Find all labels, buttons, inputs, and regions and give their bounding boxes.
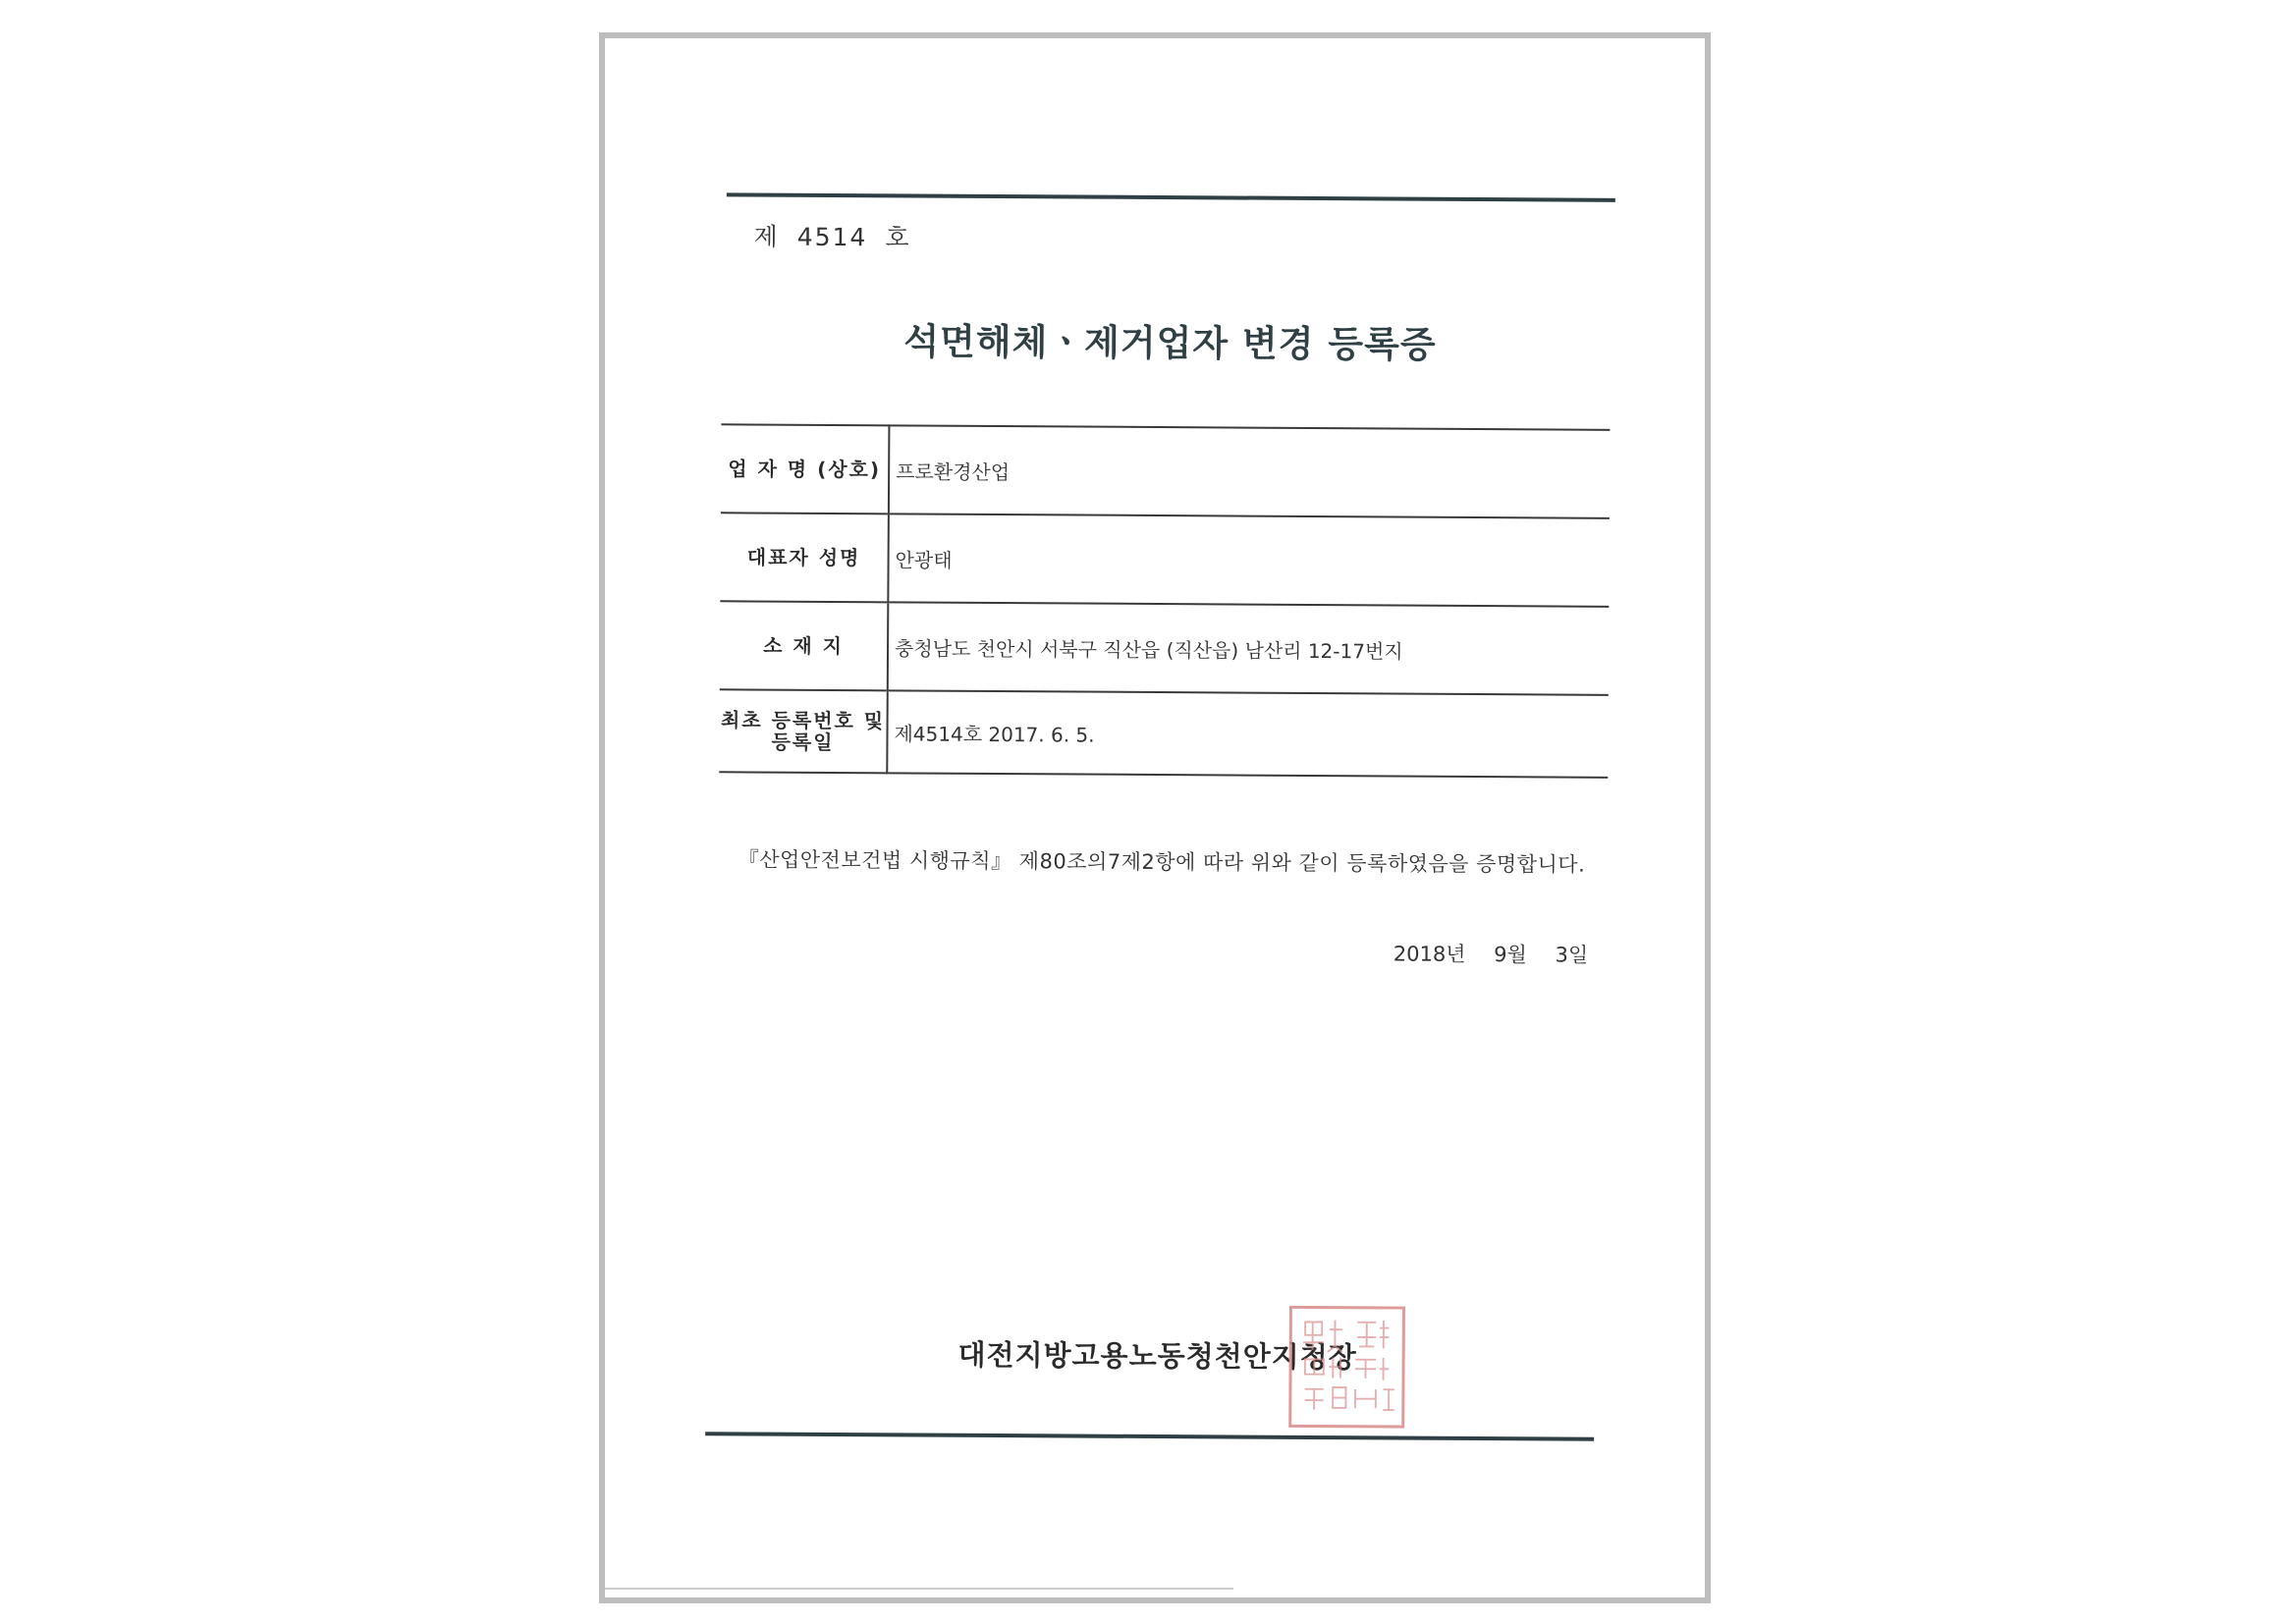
- certificate-title: 석면해체ㆍ제거업자 변경 등록증: [903, 320, 1437, 366]
- initial-registration-value: 제4514호 2017. 6. 5.: [887, 690, 1608, 777]
- issuing-authority: 대전지방고용노동청천안지청장: [957, 1337, 1357, 1375]
- initial-registration-label-line2: 등록일: [771, 730, 835, 755]
- bottom-rule: [705, 1432, 1594, 1441]
- table-row: [719, 689, 1608, 778]
- representative-value: 안광태: [888, 514, 1610, 606]
- representative-label: 대표자 성명: [720, 513, 889, 602]
- business-name-value: 프로환경산업: [889, 425, 1611, 517]
- certification-statement: 『산업안전보건법 시행규칙』 제80조의7제2항에 따라 위와 같이 등록하였음을 증명합니다.: [738, 847, 1586, 877]
- table-row: [721, 424, 1611, 518]
- number-prefix: 제: [753, 222, 780, 251]
- issue-date: 2018년 9월 3일: [1393, 942, 1589, 967]
- certificate-page: [599, 32, 1711, 1603]
- top-rule: [727, 192, 1615, 202]
- initial-registration-label-line1: 최초 등록번호 및: [720, 708, 886, 733]
- table-row: [720, 513, 1610, 607]
- number-suffix: 호: [885, 223, 911, 252]
- table-row: [720, 601, 1610, 695]
- scan-edge-line: [605, 1588, 1233, 1590]
- official-seal-icon: [1288, 1306, 1405, 1429]
- address-value: 충청남도 천안시 서북구 직산읍 (직산읍) 남산리 12-17번지: [888, 602, 1610, 694]
- business-name-label: 업 자 명 (상호): [721, 424, 890, 514]
- registration-info-table: [719, 423, 1610, 779]
- certificate-content: [600, 35, 1710, 1601]
- address-label: 소 재 지: [720, 601, 889, 690]
- initial-registration-label: [719, 689, 888, 773]
- number-value: 4514: [796, 222, 868, 252]
- document-number: [754, 217, 929, 253]
